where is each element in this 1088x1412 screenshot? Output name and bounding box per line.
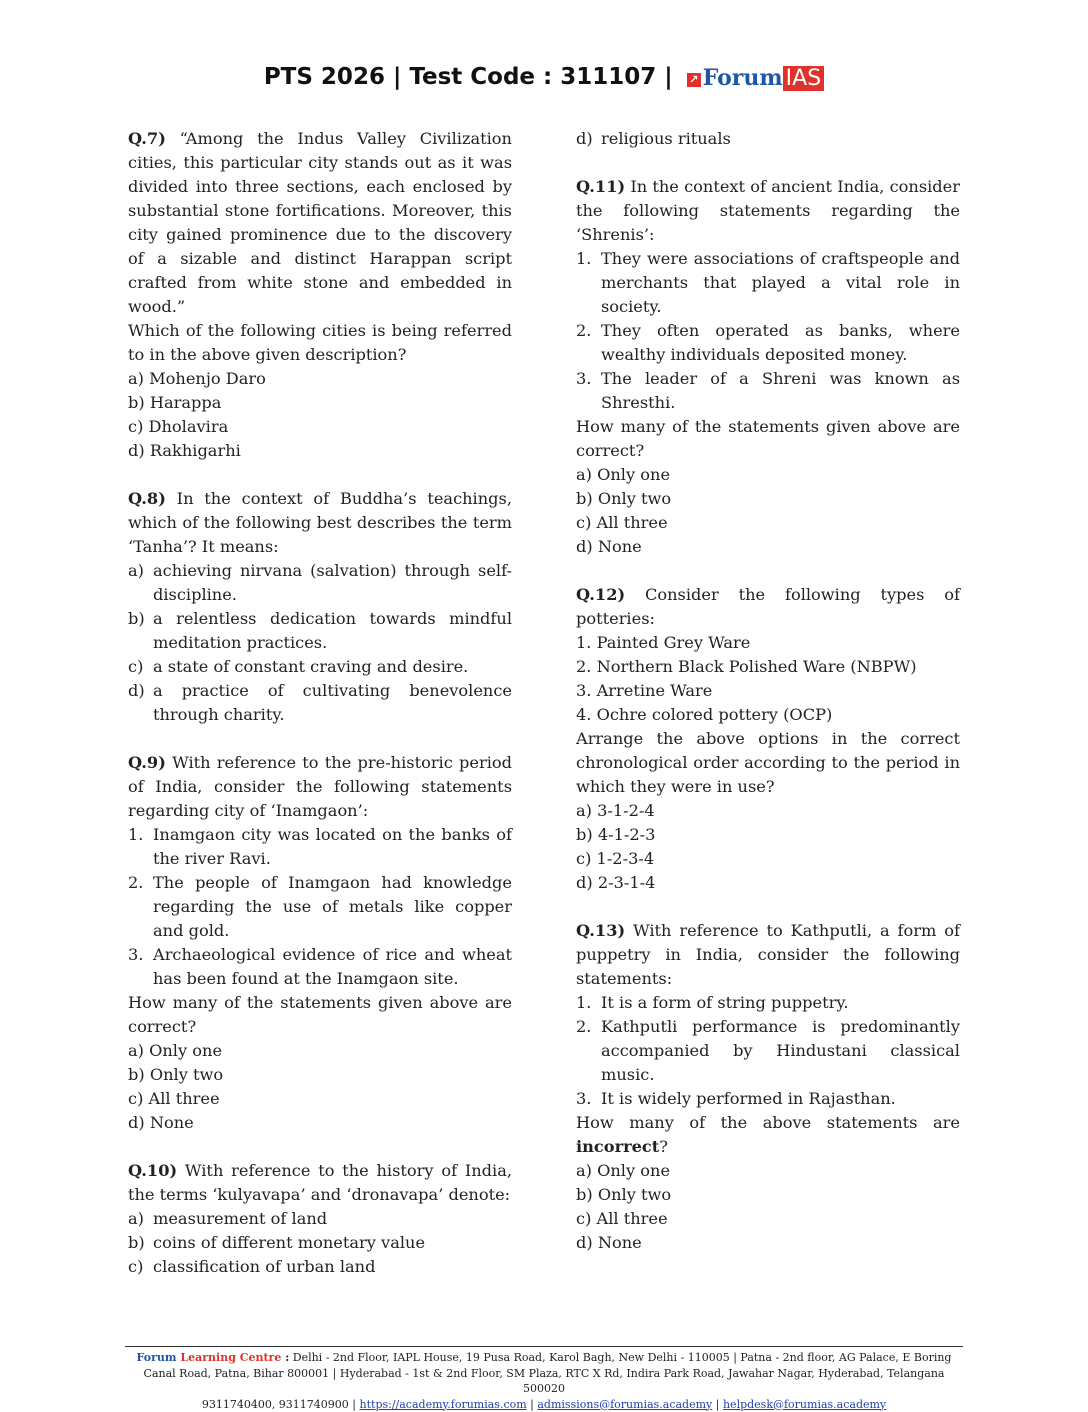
logo-ias-text: IAS [783,66,825,91]
question-number: Q.7) [128,129,166,148]
left-column [128,127,512,1303]
option-b: b) Only two [576,1183,960,1207]
statement-1: 1. Inamgaon city was located on the banks of the river Ravi. [128,823,512,871]
logo-arrow-icon: ↗ [687,73,701,87]
footer-forum: Forum [137,1351,177,1364]
footer-address: Forum Learning Centre : Delhi - 2nd Floor, IAPL House, 19 Pusa Road, Karol Bagh, New Delhi - 110005 | Patna - 2nd floor, AG Palace, E Boring Canal Road, Patna, Bihar 800001 | Hyderabad - 1st & 2nd Floor, SM Plaza, RTC X Rd, Indira Park Road, Jawahar Nagar, Hyderabad, Telangana 500020 [125,1350,963,1397]
option-b: b) Only two [576,487,960,511]
question-text: In the context of ancient India, consider the following statements regarding the ‘Shrenis’: [576,177,960,244]
pottery-item-4: 4. Ochre colored pottery (OCP) [576,703,960,727]
option-c: c) a state of constant craving and desire. [128,655,512,679]
option-d: d) None [576,535,960,559]
statement-2: 2. They often operated as banks, where wealthy individuals deposited money. [576,319,960,367]
question-prompt: How many of the statements given above are correct? [576,415,960,463]
question-prompt: Arrange the above options in the correct chronological order according to the period in which they were in use? [576,727,960,799]
question-text: “Among the Indus Valley Civilization cities, this particular city stands out as it was divided into three sections, each enclosed by substantial stone fortifications. Moreover, this city gained prominence due to the discovery of a sizable and distinct Harappan script crafted from white stone and embedded in wood.” [128,129,512,316]
option-b: b) Harappa [128,391,512,415]
question-number: Q.10) [128,1161,177,1180]
footer-phones: 9311740400, 9311740900 [202,1398,349,1411]
option-a: a) Only one [576,463,960,487]
academy-link[interactable]: https://academy.forumias.com [360,1398,527,1411]
question-number: Q.13) [576,921,625,940]
option-c: c) All three [128,1087,512,1111]
option-d: d) religious rituals [576,127,960,151]
option-b: b) coins of different monetary value [128,1231,512,1255]
statement-3: 3. The leader of a Shreni was known as Shresthi. [576,367,960,415]
pottery-item-2: 2. Northern Black Polished Ware (NBPW) [576,655,960,679]
question-11 [576,175,960,559]
option-a: a) Only one [128,1039,512,1063]
statement-3: 3. It is widely performed in Rajasthan. [576,1087,960,1111]
right-column [576,127,960,1279]
option-d: d) a practice of cultivating benevolence through charity. [128,679,512,727]
option-c: c) 1-2-3-4 [576,847,960,871]
pottery-item-1: 1. Painted Grey Ware [576,631,960,655]
statement-2: 2. Kathputli performance is predominantly accompanied by Hindustani classical music. [576,1015,960,1087]
question-10 [128,1159,512,1279]
forumias-logo [687,65,824,91]
statement-3: 3. Archaeological evidence of rice and wheat has been found at the Inamgaon site. [128,943,512,991]
footer-contacts: 9311740400, 9311740900 | https://academy.forumias.com | admissions@forumias.academy | helpdesk@forumias.academy [125,1397,963,1412]
statement-1: 1. They were associations of craftspeople and merchants that played a vital role in society. [576,247,960,319]
option-a: a) measurement of land [128,1207,512,1231]
question-number: Q.12) [576,585,625,604]
question-13 [576,919,960,1255]
option-d: d) Rakhigarhi [128,439,512,463]
question-prompt: How many of the statements given above are correct? [128,991,512,1039]
option-a: a) achieving nirvana (salvation) through self-discipline. [128,559,512,607]
question-prompt: How many of the above statements are incorrect? [576,1111,960,1159]
statement-2: 2. The people of Inamgaon had knowledge regarding the use of metals like copper and gold. [128,871,512,943]
helpdesk-email-link[interactable]: helpdesk@forumias.academy [723,1398,886,1411]
logo-forum-text: Forum [703,65,783,91]
question-text: In the context of Buddha’s teachings, which of the following best describes the term ‘Tanha’? It means: [128,489,512,556]
question-text: With reference to Kathputli, a form of puppetry in India, consider the following statements: [576,921,960,988]
question-7 [128,127,512,463]
option-a: a) Mohenjo Daro [128,367,512,391]
option-b: b) Only two [128,1063,512,1087]
option-a: a) Only one [576,1159,960,1183]
admissions-email-link[interactable]: admissions@forumias.academy [537,1398,712,1411]
question-prompt: Which of the following cities is being referred to in the above given description? [128,319,512,367]
footer-learning-centre: Learning Centre [180,1351,281,1364]
question-10-continued [576,127,960,151]
option-a: a) 3-1-2-4 [576,799,960,823]
option-c: c) All three [576,511,960,535]
question-9 [128,751,512,1135]
option-b: b) 4-1-2-3 [576,823,960,847]
question-number: Q.9) [128,753,166,772]
statement-1: 1. It is a form of string puppetry. [576,991,960,1015]
question-text: With reference to the history of India, the terms ‘kulyavapa’ and ‘dronavapa’ denote: [128,1161,512,1204]
question-text: Consider the following types of potteries: [576,585,960,628]
option-c: c) classification of urban land [128,1255,512,1279]
emphasis-incorrect: incorrect [576,1137,659,1156]
page-footer [125,1346,963,1412]
option-d: d) 2-3-1-4 [576,871,960,895]
footer-address-text: Delhi - 2nd Floor, IAPL House, 19 Pusa Road, Karol Bagh, New Delhi - 110005 | Patna - 2nd floor, AG Palace, E Boring Canal Road, Patna, Bihar 800001 | Hyderabad - 1st & 2nd Floor, SM Plaza, RTC X Rd, Indira Park Road, Jawahar Nagar, Hyderabad, Telangana 500020 [144,1351,952,1395]
question-number: Q.8) [128,489,166,508]
question-8 [128,487,512,727]
page-header [0,64,1088,91]
option-d: d) None [576,1231,960,1255]
question-12 [576,583,960,895]
option-b: b) a relentless dedication towards mindful meditation practices. [128,607,512,655]
option-c: c) Dholavira [128,415,512,439]
pottery-item-3: 3. Arretine Ware [576,679,960,703]
option-c: c) All three [576,1207,960,1231]
page-title: PTS 2026 | Test Code : 311107 | [264,64,673,90]
question-number: Q.11) [576,177,625,196]
option-d: d) None [128,1111,512,1135]
question-text: With reference to the pre-historic period of India, consider the following statements regarding city of ‘Inamgaon’: [128,753,512,820]
